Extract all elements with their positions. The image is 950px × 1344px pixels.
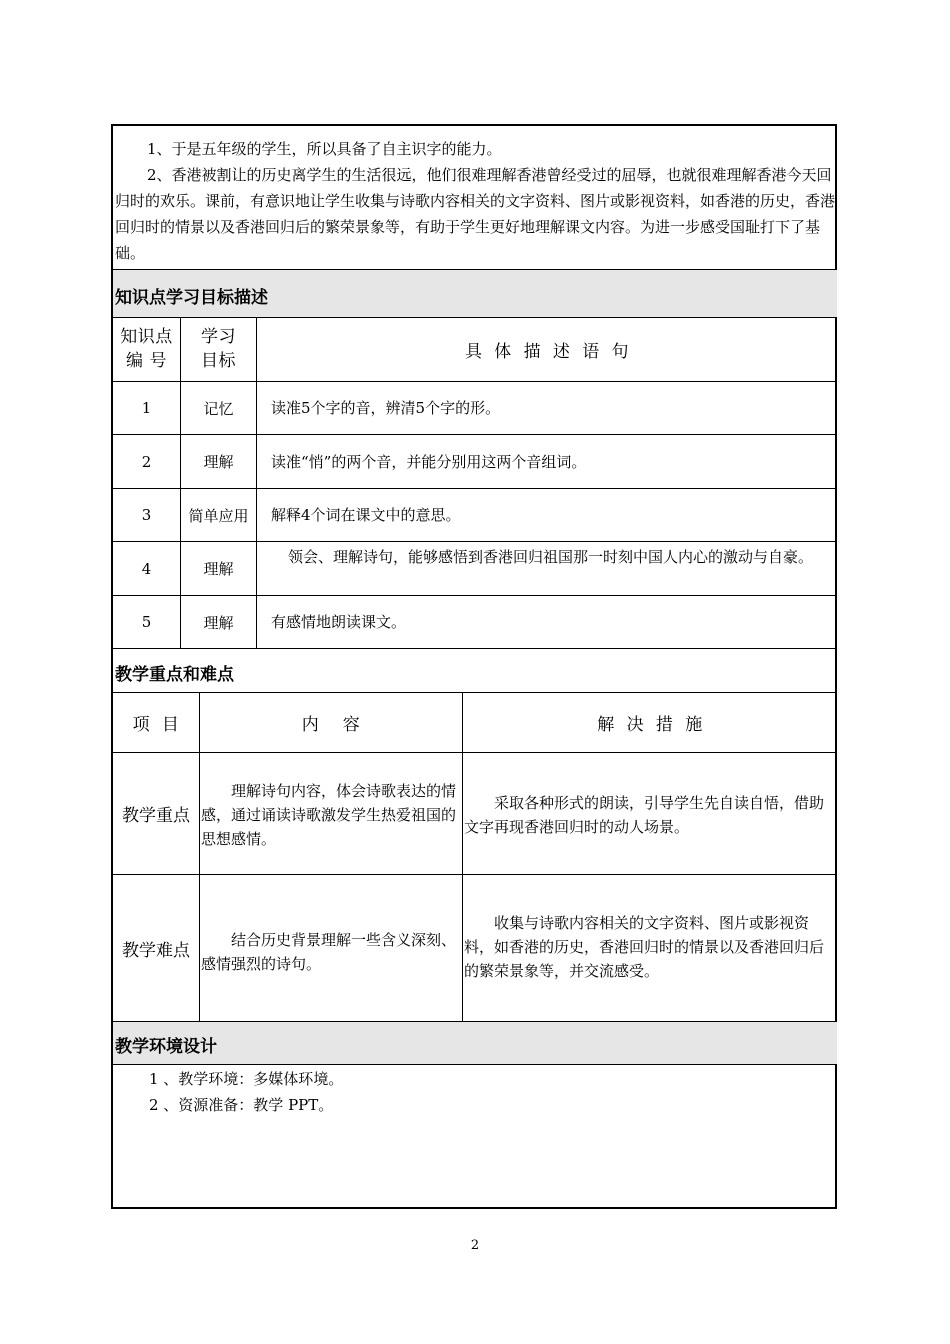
col-header-goal-line2: 目标 — [201, 351, 236, 371]
objective-number: 4 — [141, 559, 152, 578]
environment-line-1: 1 、教学环境：多媒体环境。 — [149, 1070, 344, 1088]
objective-description: 领会、理解诗句，能够感悟到香港回归祖国那一时刻中国人内心的激动与自豪。 — [288, 548, 814, 566]
environment-line-2: 2 、资源准备：教学 PPT。 — [149, 1096, 334, 1114]
objective-goal: 理解 — [203, 613, 234, 632]
section-shade — [113, 1022, 837, 1064]
col-header-item: 项 目 — [132, 715, 180, 735]
objective-number: 5 — [141, 613, 152, 631]
objective-goal: 理解 — [203, 560, 234, 578]
difficulty-content: 结合历史背景理解一些含义深刻、感情强烈的诗句。 — [201, 931, 457, 973]
col-header-number-line1: 知识点 — [120, 327, 173, 347]
objective-goal: 记忆 — [203, 399, 234, 418]
objective-number: 3 — [141, 506, 152, 524]
difficulty-measure: 收集与诗歌内容相关的文字资料、图片或影视资料，如香港的历史，香港回归时的情景以及香港回归后的繁荣景象等，并交流感受。 — [464, 914, 825, 980]
difficulty-item: 教学难点 — [122, 940, 190, 961]
intro-paragraph-2: 2、香港被割让的历史离学生的生活很远，他们很难理解香港曾经受过的屈辱，也就很难理解香港今天回归时的欢乐。课前，有意识地让学生收集与诗歌内容相关的文字资料、图片或影视资料，如香港的历史，香港回归时的情景以及香港回归后的繁荣景象等，有助于学生更好地理解课文内容。为进一步感受国耻打下了基础。 — [115, 166, 836, 262]
keypoint-measure: 采取各种形式的朗读，引导学生先自读自悟，借助文字再现香港回归时的动人场景。 — [464, 794, 825, 836]
col-header-goal — [181, 317, 256, 381]
objective-description: 读准“悄”的两个音，并能分别用这两个音组词。 — [271, 452, 587, 471]
col-header-description: 具 体 描 述 语 句 — [464, 341, 630, 362]
objective-number: 2 — [141, 452, 152, 471]
col-header-content: 内 容 — [301, 715, 361, 735]
col-header-measure: 解 决 措 施 — [597, 715, 703, 735]
intro-line-1: 1、于是五年级的学生，所以具备了自主识字的能力。 — [147, 140, 502, 158]
objective-number: 1 — [141, 399, 152, 417]
objective-description: 有感情地朗读课文。 — [271, 613, 407, 631]
environment-title: 教学环境设计 — [115, 1037, 217, 1057]
page-number: 2 — [470, 1238, 480, 1253]
objective-goal: 理解 — [203, 453, 234, 471]
keypoints-title: 教学重点和难点 — [115, 665, 234, 685]
objective-goal: 简单应用 — [188, 506, 249, 525]
keypoint-content: 理解诗句内容，体会诗歌表达的情感，通过诵读诗歌激发学生热爱祖国的思想感情。 — [201, 782, 457, 848]
col-header-number-line2: 编 号 — [126, 351, 167, 371]
document-table — [111, 124, 837, 1209]
col-header-number — [113, 317, 180, 381]
col-header-goal-line1: 学习 — [201, 327, 236, 347]
objective-description: 解释4个词在课文中的意思。 — [271, 506, 461, 524]
objectives-title: 知识点学习目标描述 — [115, 288, 268, 308]
objective-description: 读准5个字的音，辨清5个字的形。 — [271, 399, 501, 417]
keypoint-item: 教学重点 — [122, 806, 190, 826]
